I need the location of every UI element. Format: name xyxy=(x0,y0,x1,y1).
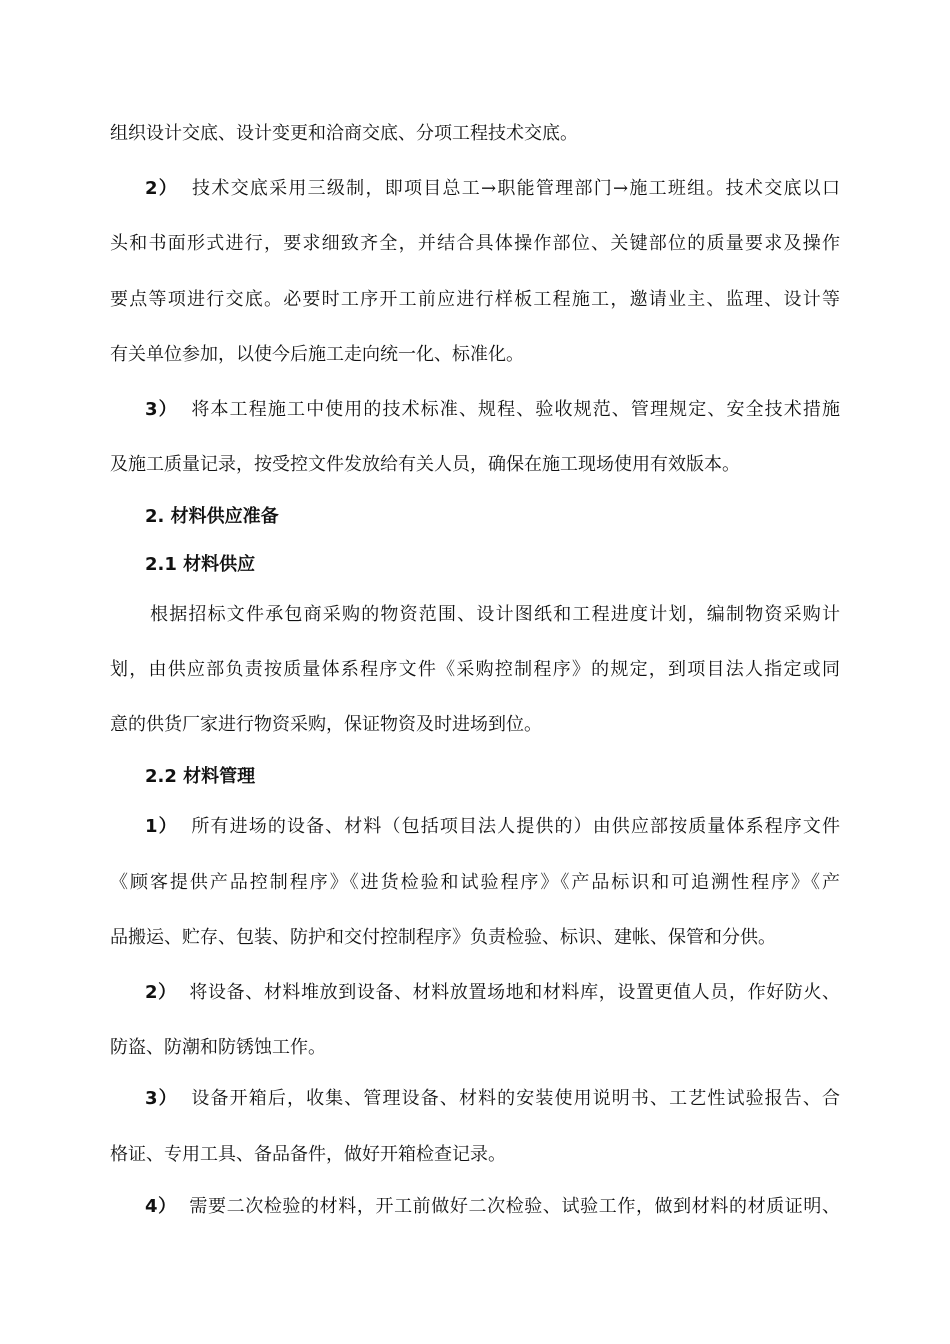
paragraph-line xyxy=(110,713,840,737)
list-item-1 xyxy=(145,815,840,839)
paragraph-line xyxy=(110,232,840,256)
list-item-2 xyxy=(145,177,840,201)
paragraph-line xyxy=(110,343,840,367)
item-number: 2） xyxy=(145,982,177,1003)
paragraph-line xyxy=(110,658,840,682)
paragraph-line xyxy=(110,453,840,477)
item-number: 3） xyxy=(145,1088,178,1109)
text: 头和书面形式进行，要求细致齐全，并结合具体操作部位、关键部位的质量要求及操作 xyxy=(110,233,840,254)
paragraph-line xyxy=(110,288,840,312)
text: 有关单位参加，以使今后施工走向统一化、标准化。 xyxy=(110,344,524,365)
list-item-4 xyxy=(145,1195,840,1219)
text: 将设备、材料堆放到设备、材料放置场地和材料库，设置更值人员，作好防火、 xyxy=(189,982,840,1003)
text: 组织设计交底、设计变更和洽商交底、分项工程技术交底。 xyxy=(110,123,578,144)
paragraph-line xyxy=(150,603,840,627)
text: 意的供货厂家进行物资采购，保证物资及时进场到位。 xyxy=(110,714,542,735)
list-item-3 xyxy=(145,1087,840,1111)
paragraph-line xyxy=(110,1143,840,1167)
paragraph-line xyxy=(110,926,840,950)
text: 将本工程施工中使用的技术标准、规程、验收规范、管理规定、安全技术措施 xyxy=(191,399,840,420)
list-item-2 xyxy=(145,981,840,1005)
text: 设备开箱后，收集、管理设备、材料的安装使用说明书、工艺性试验报告、合 xyxy=(191,1088,840,1109)
heading-text: 材料管理 xyxy=(183,766,256,787)
text: 需要二次检验的材料，开工前做好二次检验、试验工作，做到材料的材质证明、 xyxy=(189,1196,840,1217)
item-number: 1） xyxy=(145,816,178,837)
text: 防盗、防潮和防锈蚀工作。 xyxy=(110,1037,326,1058)
section-heading-2-2 xyxy=(145,765,840,789)
heading-text: 材料供应准备 xyxy=(170,506,279,527)
item-number: 2） xyxy=(145,178,179,199)
text: 划，由供应部负责按质量体系程序文件《采购控制程序》的规定，到项目法人指定或同 xyxy=(110,659,840,680)
section-heading-2-1 xyxy=(145,553,840,577)
text: 要点等项进行交底。必要时工序开工前应进行样板工程施工，邀请业主、监理、设计等 xyxy=(110,289,840,310)
heading-text: 材料供应 xyxy=(183,554,256,575)
heading-number: 2. xyxy=(145,506,165,527)
text: 《顾客提供产品控制程序》《进货检验和试验程序》《产品标识和可追溯性程序》《产 xyxy=(110,872,840,893)
item-number: 4） xyxy=(145,1196,177,1217)
text: 根据招标文件承包商采购的物资范围、设计图纸和工程进度计划，编制物资采购计 xyxy=(150,604,840,625)
text: 格证、专用工具、备品备件，做好开箱检查记录。 xyxy=(110,1144,506,1165)
heading-number: 2.1 xyxy=(145,554,177,575)
paragraph-line xyxy=(110,122,840,146)
text: 技术交底采用三级制，即项目总工→职能管理部门→施工班组。技术交底以口 xyxy=(192,178,840,199)
paragraph-line xyxy=(110,871,840,895)
text: 及施工质量记录，按受控文件发放给有关人员，确保在施工现场使用有效版本。 xyxy=(110,454,740,475)
text: 品搬运、贮存、包装、防护和交付控制程序》负责检验、标识、建帐、保管和分供。 xyxy=(110,927,776,948)
list-item-3 xyxy=(145,398,840,422)
paragraph-line xyxy=(110,1036,840,1060)
heading-number: 2.2 xyxy=(145,766,177,787)
item-number: 3） xyxy=(145,399,178,420)
text: 所有进场的设备、材料（包括项目法人提供的）由供应部按质量体系程序文件 xyxy=(191,816,840,837)
section-heading-2 xyxy=(145,505,840,529)
